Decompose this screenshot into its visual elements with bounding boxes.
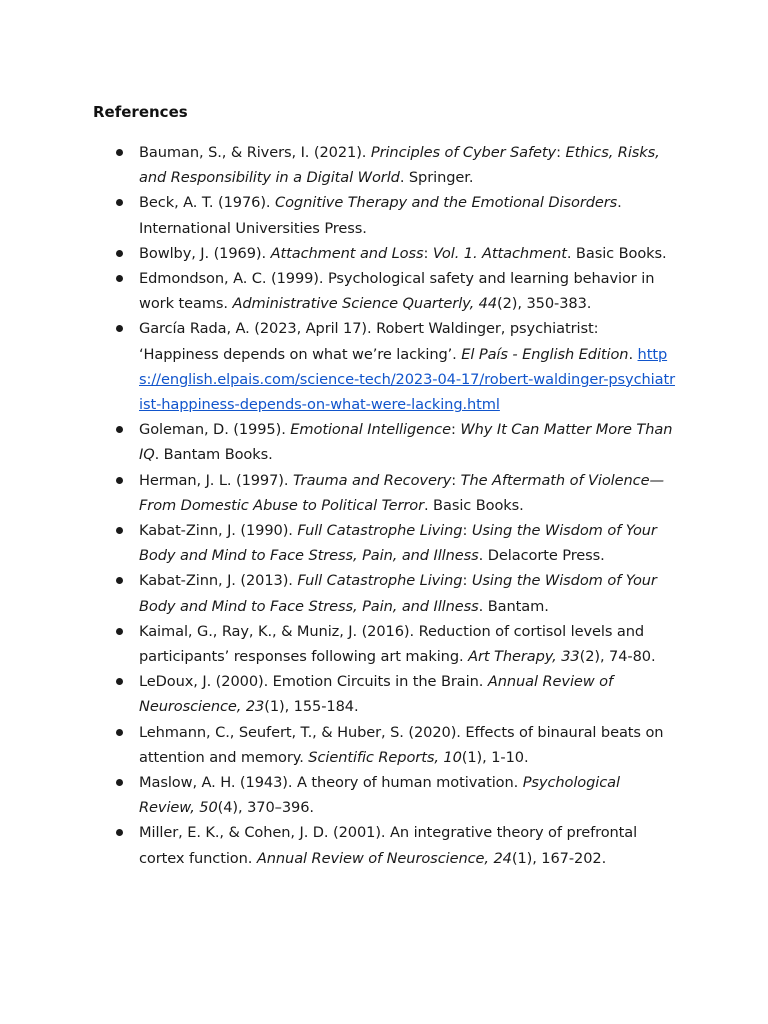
reference-text: . Delacorte Press.	[478, 547, 605, 565]
reference-text: (2), 350-383.	[497, 295, 592, 313]
reference-item	[92, 190, 676, 240]
reference-item	[92, 417, 676, 467]
reference-title-italic: Principles of Cyber Safety	[370, 144, 557, 161]
reference-text: Kaimal, G., Ray, K., & Muniz, J. (2016). Reduction of cortisol levels and participants’ responses following art making.	[139, 622, 645, 666]
reference-text: LeDoux, J. (2000). Emotion Circuits in the Brain.	[139, 673, 488, 691]
reference-text: . Basic Books.	[423, 496, 524, 514]
reference-item	[92, 518, 676, 568]
reference-item	[92, 619, 676, 669]
reference-item	[92, 316, 676, 417]
reference-title-italic: Annual Review of Neuroscience, 24	[256, 849, 512, 867]
reference-item	[92, 669, 676, 719]
reference-text: (1), 155-184.	[264, 698, 359, 716]
references-heading: References	[93, 103, 188, 121]
reference-item	[92, 568, 676, 618]
reference-item	[92, 720, 676, 770]
reference-title-italic: Ethics, Risks, and Responsibility in a Digital World	[139, 144, 660, 187]
reference-text: :	[462, 572, 472, 590]
reference-text: :	[462, 522, 472, 540]
reference-item	[92, 266, 676, 316]
reference-title-italic: Annual Review of Neuroscience, 23	[139, 673, 614, 716]
reference-text: (4), 370–396.	[217, 799, 314, 817]
reference-text: Kabat-Zinn, J. (2013).	[139, 572, 298, 590]
reference-text: García Rada, A. (2023, April 17). Robert Waldinger, psychiatrist: ‘Happiness depends on what we’re lacking’.	[139, 320, 599, 363]
reference-text: Miller, E. K., & Cohen, J. D. (2001). An integrative theory of prefrontal cortex function.	[139, 824, 638, 867]
reference-text: Bowlby, J. (1969).	[139, 244, 271, 262]
reference-title-italic: El País - English Edition	[461, 345, 629, 363]
reference-text: . Basic Books.	[566, 244, 667, 262]
reference-item	[92, 820, 676, 870]
reference-text: Edmondson, A. C. (1999). Psychological safety and learning behavior in work teams.	[139, 270, 655, 313]
reference-text: . Bantam Books.	[154, 446, 273, 464]
reference-text: Lehmann, C., Seufert, T., & Huber, S. (2020). Effects of binaural beats on attention and memory.	[139, 723, 664, 766]
reference-text: :	[450, 421, 461, 439]
reference-text: :	[423, 244, 433, 262]
reference-link[interactable]: https://english.elpais.com/science-tech/2023-04-17/robert-waldinger-psychiatrist-happiness-depends-on-what-were-lacking.html	[139, 345, 675, 414]
reference-title-italic: Using the Wisdom of Your Body and Mind to Face Stress, Pain, and Illness	[139, 572, 657, 615]
reference-item	[92, 770, 676, 820]
reference-text: (1), 167-202.	[511, 849, 607, 867]
reference-text: Kabat-Zinn, J. (1990).	[139, 522, 298, 540]
reference-text: . Bantam.	[478, 597, 549, 615]
reference-item	[92, 140, 676, 190]
reference-list	[92, 140, 676, 871]
reference-title-italic: Cognitive Therapy and the Emotional Disorders	[275, 194, 618, 212]
reference-text: (2), 74-80.	[579, 648, 656, 666]
reference-text: Bauman, S., & Rivers, I. (2021).	[139, 144, 371, 161]
reference-text: Herman, J. L. (1997).	[139, 471, 293, 489]
reference-text: :	[451, 471, 461, 489]
reference-title-italic: Psychological Review, 50	[139, 774, 620, 817]
reference-text: Maslow, A. H. (1943). A theory of human motivation.	[139, 774, 523, 792]
reference-text: Beck, A. T. (1976).	[139, 194, 276, 212]
reference-title-italic: Art Therapy, 33	[468, 648, 580, 666]
reference-text: :	[556, 144, 566, 161]
reference-title-italic: Trauma and Recovery	[292, 471, 452, 489]
reference-title-italic: Vol. 1. Attachment	[432, 244, 567, 262]
reference-title-italic: Administrative Science Quarterly, 44	[232, 295, 498, 313]
reference-text: Goleman, D. (1995).	[139, 421, 291, 439]
reference-item	[92, 241, 676, 266]
reference-item	[92, 468, 676, 518]
reference-title-italic: Full Catastrophe Living	[297, 522, 463, 540]
reference-title-italic: Attachment and Loss	[270, 244, 424, 262]
reference-text: .	[628, 345, 638, 363]
reference-text: (1), 1-10.	[461, 748, 529, 766]
reference-text: . Springer.	[399, 169, 474, 187]
reference-title-italic: Why It Can Matter More Than IQ	[139, 421, 673, 464]
reference-title-italic: The Aftermath of Violence—From Domestic Abuse to Political Terror	[139, 471, 664, 514]
reference-title-italic: Emotional Intelligence	[290, 421, 451, 439]
reference-text: . International Universities Press.	[139, 194, 622, 237]
reference-title-italic: Full Catastrophe Living	[297, 572, 463, 590]
reference-title-italic: Scientific Reports, 10	[308, 748, 462, 766]
reference-title-italic: Using the Wisdom of Your Body and Mind to Face Stress, Pain, and Illness	[139, 522, 657, 565]
